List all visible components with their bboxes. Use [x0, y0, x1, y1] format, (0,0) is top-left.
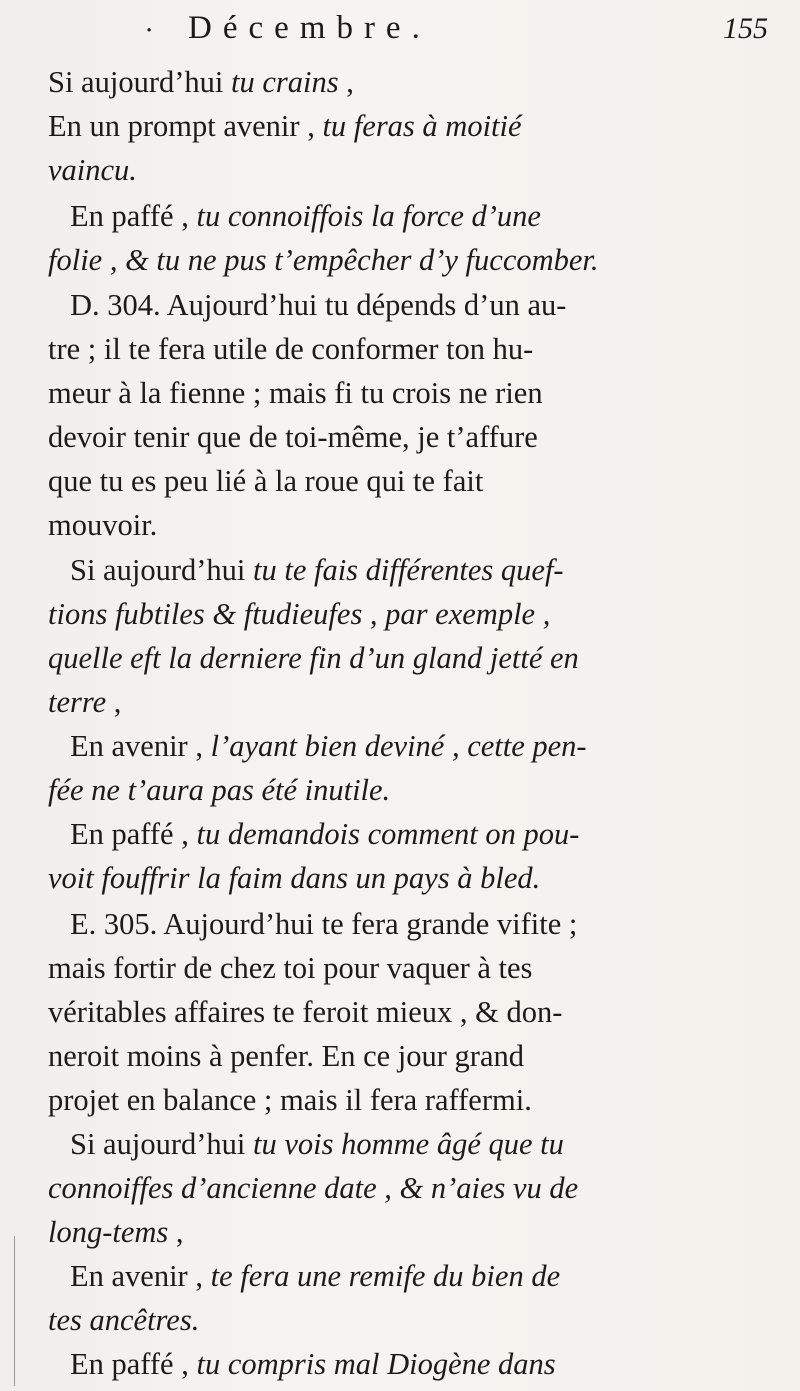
text-line	[48, 684, 768, 720]
roman-segment: meur à la fienne ; mais fi tu crois ne rien	[48, 376, 543, 410]
roman-segment: ,	[168, 1215, 184, 1249]
roman-segment: devoir tenir que de toi-même, je t’affure	[48, 420, 538, 454]
roman-segment: En paffé ,	[70, 199, 197, 233]
text-line	[48, 1170, 768, 1206]
text-line	[48, 64, 768, 100]
text-line	[48, 1214, 768, 1250]
roman-segment: En avenir ,	[70, 729, 211, 763]
text-line	[48, 152, 768, 188]
text-line	[48, 331, 768, 367]
roman-segment: mouvoir.	[48, 508, 158, 542]
roman-segment: ,	[338, 65, 354, 99]
italic-segment: tes ancêtres.	[48, 1303, 200, 1337]
roman-segment: En paffé ,	[70, 817, 197, 851]
roman-segment: Si aujourd’hui	[70, 1127, 253, 1161]
roman-segment: véritables affaires te feroit mieux , & don-	[48, 995, 563, 1029]
text-line	[48, 1038, 768, 1074]
italic-segment: tu vois homme âgé que tu	[253, 1127, 564, 1161]
running-title: Décembre.	[188, 10, 431, 46]
text-line	[48, 242, 768, 278]
text-line	[48, 375, 768, 411]
text-line	[48, 419, 768, 455]
italic-segment: tu crains	[231, 65, 339, 99]
text-line	[48, 906, 790, 942]
text-line	[48, 1302, 768, 1338]
roman-segment: ,	[106, 685, 122, 719]
text-line	[48, 772, 768, 808]
roman-segment: projet en balance ; mais il fera raffermi.	[48, 1083, 532, 1117]
italic-segment: tu feras à moitié	[322, 109, 522, 143]
italic-segment: tu connoiffois la force d’une	[196, 199, 541, 233]
italic-segment: fée ne t’aura pas été inutile.	[48, 773, 391, 807]
italic-segment: terre	[48, 685, 107, 719]
text-line	[48, 1126, 790, 1162]
roman-segment: E. 305. Aujourd’hui te fera grande vifite ;	[70, 907, 578, 941]
text-line	[48, 728, 790, 764]
roman-segment: que tu es peu lié à la roue qui te fait	[48, 464, 484, 498]
text-line	[48, 1258, 790, 1294]
text-line	[48, 463, 768, 499]
text-line	[48, 552, 790, 588]
italic-segment: long-tems	[48, 1215, 169, 1249]
page-number: 155	[723, 12, 768, 45]
margin-rule	[14, 1236, 15, 1386]
text-line	[48, 816, 790, 852]
text-line	[48, 950, 768, 986]
italic-segment: tu te fais différentes quef-	[253, 553, 564, 587]
italic-segment: connoiffes d’ancienne date , & n’aies vu de	[48, 1171, 579, 1205]
roman-segment: Si aujourd’hui	[70, 553, 253, 587]
italic-segment: tions fubtiles & ftudieufes , par exemple ,	[48, 597, 551, 631]
text-line	[48, 860, 768, 896]
text-line	[48, 1082, 768, 1118]
roman-segment: mais fortir de chez toi pour vaquer à tes	[48, 951, 533, 985]
roman-segment: tre ; il te fera utile de conformer ton hu-	[48, 332, 534, 366]
italic-segment: voit fouffrir la faim dans un pays à bled.	[48, 861, 541, 895]
text-line	[48, 1346, 790, 1382]
roman-segment: D. 304. Aujourd’hui tu dépends d’un au-	[70, 288, 567, 322]
text-line	[48, 994, 768, 1030]
text-line	[48, 640, 768, 676]
italic-segment: l’ayant bien deviné , cette pen-	[210, 729, 587, 763]
italic-segment: folie , & tu ne pus t’empêcher d’y fuccomber.	[48, 243, 599, 277]
italic-segment: tu demandois comment on pou-	[196, 817, 580, 851]
roman-segment: neroit moins à penfer. En ce jour grand	[48, 1039, 524, 1073]
italic-segment: tu compris mal Diogène dans	[196, 1347, 556, 1381]
italic-segment: vaincu.	[48, 153, 137, 187]
roman-segment: En un prompt avenir ,	[48, 109, 323, 143]
text-line	[48, 507, 768, 543]
italic-segment: te fera une remife du bien de	[210, 1259, 561, 1293]
roman-segment: En paffé ,	[70, 1347, 197, 1381]
header-dot: ·	[145, 16, 154, 46]
text-line	[48, 287, 790, 323]
text-line	[48, 198, 790, 234]
text-line	[48, 596, 768, 632]
italic-segment: quelle eft la derniere fin d’un gland jetté en	[48, 641, 579, 675]
page-header	[48, 8, 768, 52]
roman-segment: Si aujourd’hui	[48, 65, 231, 99]
text-line	[48, 108, 768, 144]
roman-segment: En avenir ,	[70, 1259, 211, 1293]
